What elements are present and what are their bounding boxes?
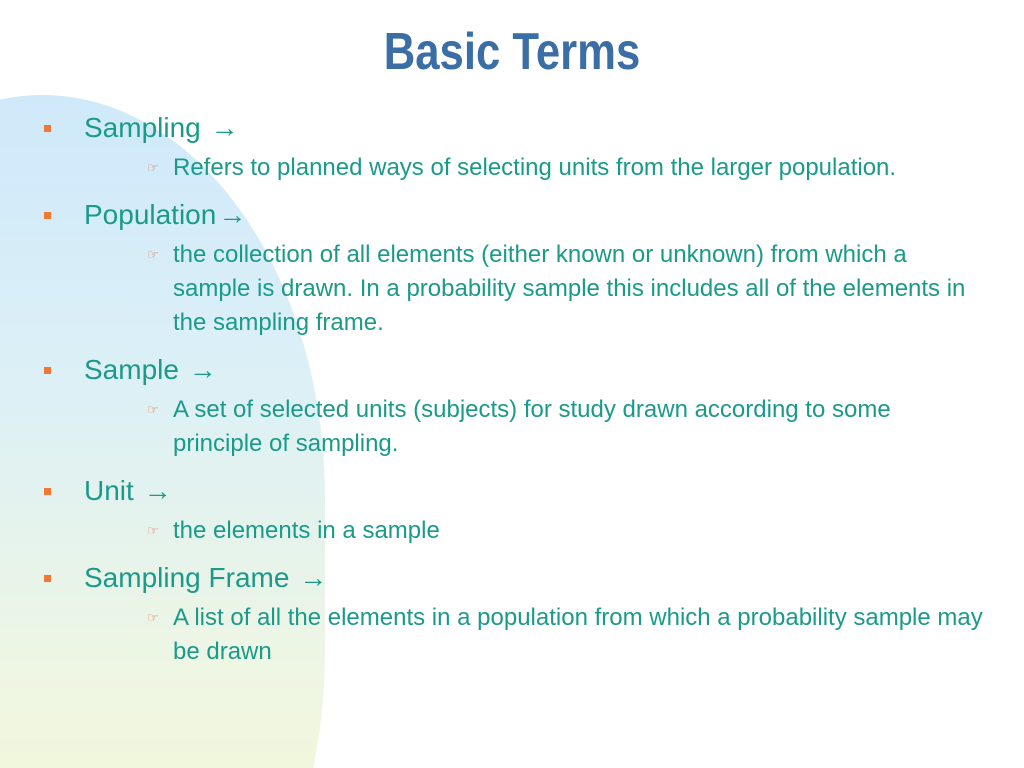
term-item-sampling [0, 108, 1024, 185]
term-label: Population [84, 199, 217, 230]
right-arrow-icon: → [143, 475, 172, 506]
term-label: Sample [84, 354, 187, 385]
term-label: Sampling Frame [84, 562, 298, 593]
pointing-hand-icon: ☞ [147, 523, 159, 538]
term-heading [84, 471, 1024, 511]
term-item-population [0, 195, 1024, 340]
right-arrow-icon: → [210, 112, 239, 143]
term-definition [147, 151, 983, 185]
pointing-hand-icon: ☞ [147, 160, 159, 175]
right-arrow-icon: → [188, 354, 217, 385]
definition-text: A set of selected units (subjects) for study drawn according to some principle of sampling. [173, 396, 891, 457]
definition-text: A list of all the elements in a population from which a probability sample may be drawn [173, 604, 983, 665]
term-definition [147, 601, 983, 669]
term-heading [84, 195, 1024, 235]
definition-text: the elements in a sample [173, 517, 440, 544]
term-item-sample [0, 350, 1024, 461]
pointing-hand-icon: ☞ [147, 610, 159, 625]
term-label: Sampling [84, 112, 209, 143]
term-label: Unit [84, 475, 142, 506]
term-item-unit [0, 471, 1024, 548]
term-definition [147, 393, 983, 461]
pointing-hand-icon: ☞ [147, 402, 159, 417]
slide-title: Basic Terms [383, 23, 641, 81]
square-bullet-icon [44, 575, 51, 582]
term-heading [84, 350, 1024, 390]
term-definition [147, 514, 983, 548]
square-bullet-icon [44, 125, 51, 132]
term-list [0, 108, 1024, 679]
term-definition [147, 238, 983, 340]
term-heading [84, 558, 1024, 598]
right-arrow-icon: → [218, 199, 247, 230]
definition-text: the collection of all elements (either known or unknown) from which a sample is drawn. In a probability sample this includes all of the elements in the sampling frame. [173, 241, 966, 336]
right-arrow-icon: → [299, 562, 328, 593]
square-bullet-icon [44, 367, 51, 374]
pointing-hand-icon: ☞ [147, 247, 159, 262]
term-item-sampling-frame [0, 558, 1024, 669]
square-bullet-icon [44, 488, 51, 495]
definition-text: Refers to planned ways of selecting units from the larger population. [173, 154, 897, 181]
term-heading [84, 108, 1024, 148]
square-bullet-icon [44, 212, 51, 219]
